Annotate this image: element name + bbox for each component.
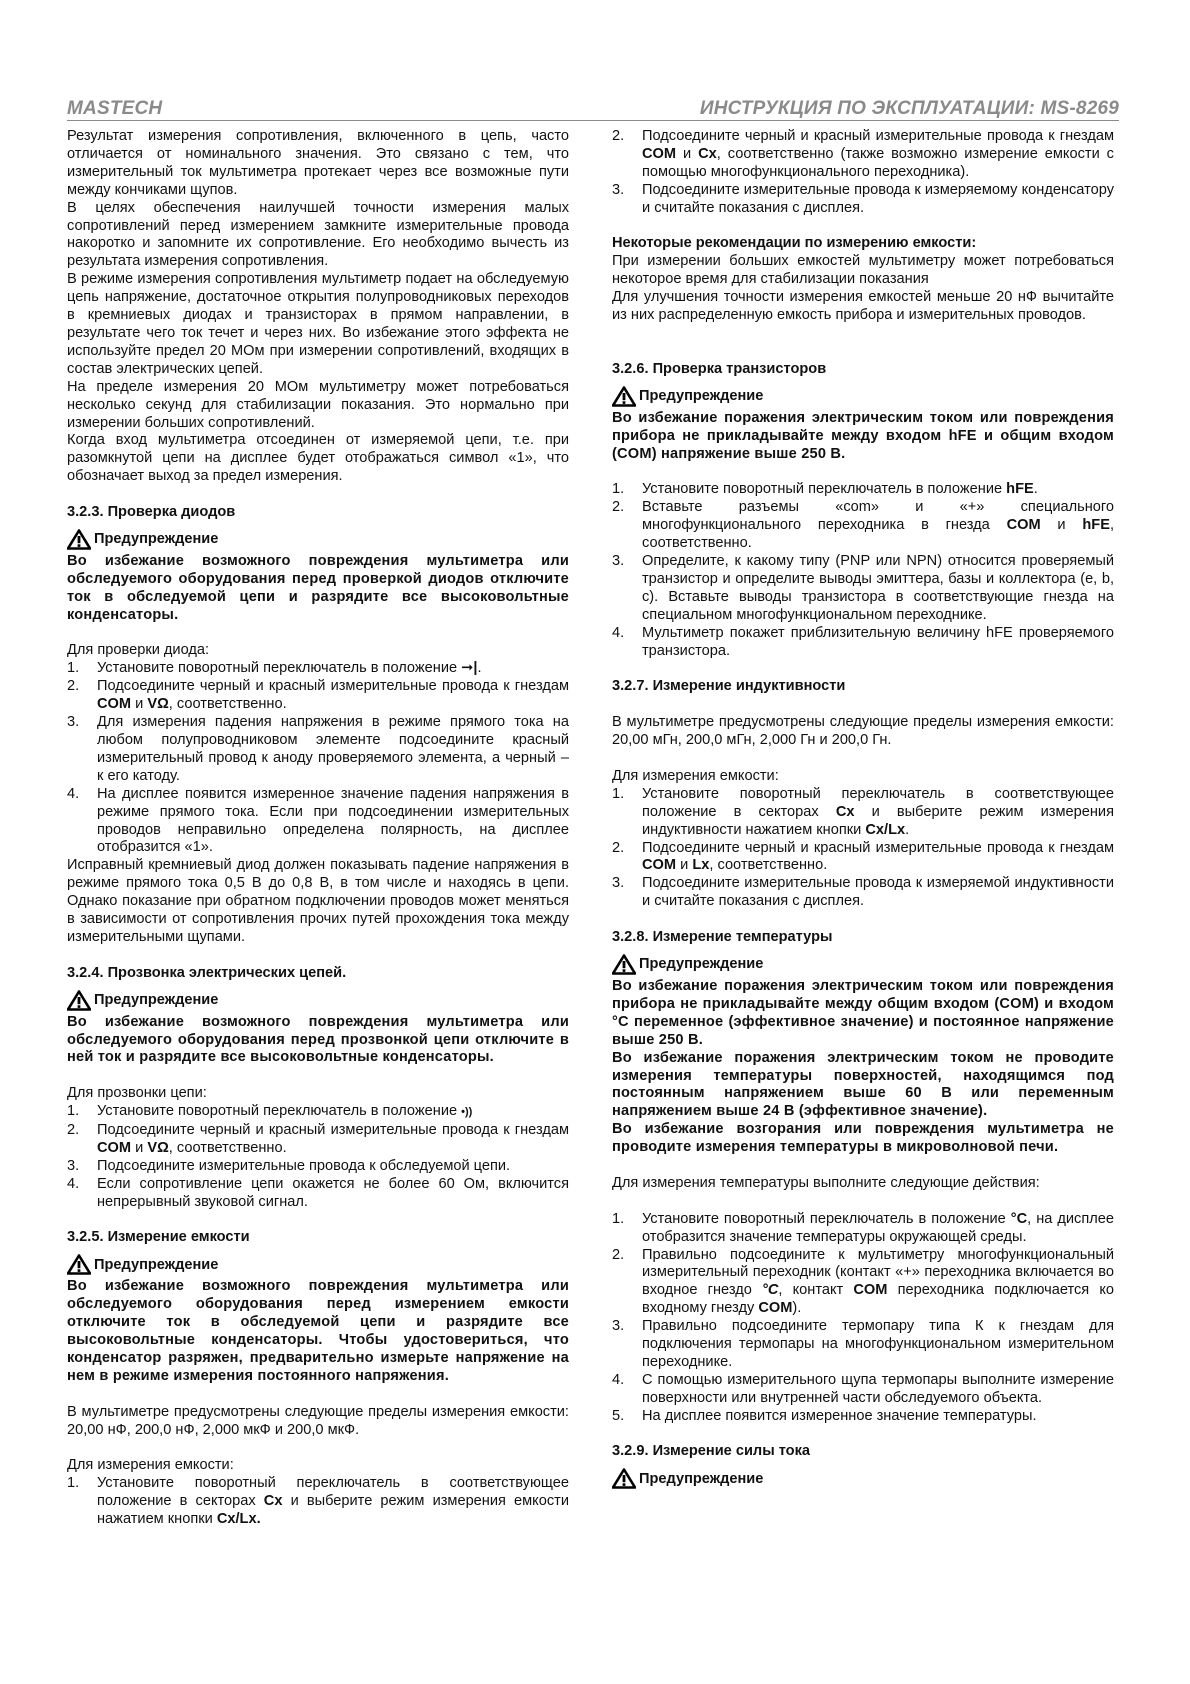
list-item: 3. Определите, к какому типу (PNP или NPN) относится проверяемый транзистор и определите выводы эмиттера, базы и коллектора (e, b, c). Вставьте выводы транзистора в соответствующие гнезда на специальном многофункциональном переходнике.	[612, 553, 1114, 623]
warning-icon	[67, 529, 91, 550]
paragraph: В мультиметре предусмотрены следующие пределы измерения емкости: 20,00 мГн, 200,0 мГн, 2,000 Гн и 200,0 Гн.	[612, 714, 1114, 749]
list-item: 3. Правильно подсоедините термопару типа К к гнездам для подключения термопары на многофункциональном измерительном переходнике.	[612, 1318, 1114, 1370]
list-lead: Для измерения емкости:	[67, 1457, 234, 1474]
warning-label: Предупреждение	[67, 1254, 569, 1275]
list-item: 1. Установите поворотный переключатель в положение •))	[67, 1103, 473, 1120]
warning-icon	[67, 1254, 91, 1275]
section-heading-transistors: 3.2.6. Проверка транзисторов	[612, 360, 827, 377]
list-item: 4. Если сопротивление цепи окажется не более 60 Ом, включится непрерывный звуковой сигнал.	[67, 1175, 569, 1210]
section-heading-capacitance: 3.2.5. Измерение емкости	[67, 1229, 250, 1246]
paragraph: Когда вход мультиметра отсоединен от измеряемой цепи, т.е. при разомкнутой цепи на дисплее будет отображаться символ «1», что обозначает выход за предел измерения.	[67, 432, 569, 485]
steps-list	[67, 1103, 569, 1211]
warning-icon	[612, 386, 636, 407]
section-heading-temperature: 3.2.8. Измерение температуры	[612, 929, 833, 946]
steps-list	[67, 660, 569, 857]
page-header	[67, 98, 1119, 120]
paragraph: В мультиметре предусмотрены следующие пределы измерения емкости: 20,00 нФ, 200,0 нФ, 2,000 мкФ и 200,0 мкФ.	[67, 1403, 569, 1438]
recommendations-heading: Некоторые рекомендации по измерению емкости:	[612, 235, 977, 252]
list-item: 3. Для измерения падения напряжения в режиме прямого тока на любом полупроводниковом элементе подсоедините красный измерительный провод к аноду проверяемого элемента, а черный – к его катоду.	[67, 714, 569, 784]
list-item: 4. С помощью измерительного щупа термопары выполните измерение поверхности или внутренней части обследуемого объекта.	[612, 1371, 1114, 1406]
warning-label: Предупреждение	[612, 386, 1114, 407]
paragraph: Для улучшения точности измерения емкостей меньше 20 нФ вычитайте из них распределенную емкость прибора и измерительных проводов.	[612, 289, 1114, 324]
section-heading-current: 3.2.9. Измерение силы тока	[612, 1443, 811, 1460]
paragraph: В режиме измерения сопротивления мультиметр подает на обследуемую цепь напряжение, достаточное открытия полупроводниковых переходов в кремниевых диодах и транзисторах в прямом направлении, в результате чего ток течет и через них. Во избежание этого эффекта не используйте предел 20 МОм при измерении сопротивлений, входящих в состав электрических цепей.	[67, 271, 569, 377]
list-lead: Для прозвонки цепи:	[67, 1085, 207, 1102]
warning-text: Во избежание возможного повреждения мультиметра или обследуемого оборудования перед проверкой диодов отключите ток в обследуемой цепи и разрядите все высоковольтные конденсаторы.	[67, 552, 569, 623]
list-lead: Для измерения емкости:	[612, 767, 779, 784]
steps-list	[612, 786, 1114, 911]
diode-icon: ➞|	[461, 660, 478, 677]
steps-list	[612, 481, 1114, 660]
list-item: 3. Подсоедините измерительные провода к измеряемому конденсатору и считайте показания с дисплея.	[612, 181, 1114, 216]
list-item: 1. Установите поворотный переключатель в соответствующее положение в секторах Cx и выберите режим измерения емкости нажатием кнопки Cx/Lx.	[67, 1475, 569, 1528]
list-item: 4. Мультиметр покажет приблизительную величину hFE проверяемого транзистора.	[612, 624, 1114, 659]
list-item: 2. Подсоедините черный и красный измерительные провода к гнездам COM и VΩ, соответственно.	[67, 678, 569, 713]
steps-list	[612, 1211, 1114, 1426]
warning-text: Во избежание возможного повреждения мультиметра или обследуемого оборудования перед измерением емкости отключите ток в обследуемой цепи и разрядите все высоковольтные конденсаторы. Чтобы удостовериться, что конденсатор разряжен, предварительно измерьте напряжение на нем в режиме измерения постоянного напряжения.	[67, 1278, 569, 1384]
warning-label: Предупреждение	[67, 529, 569, 550]
list-item: 2. Вставьте разъемы «com» и «+» специального многофункционального переходника в гнезда COM и hFE, соответственно.	[612, 499, 1114, 552]
paragraph: В целях обеспечения наилучшей точности измерения малых сопротивлений перед измерением замкните измерительные провода накоротко и запомните их сопротивление. Его необходимо вычесть из результата измерения сопротивления.	[67, 199, 569, 270]
section-heading-diodes: 3.2.3. Проверка диодов	[67, 504, 236, 521]
list-item: 1. Установите поворотный переключатель в положение °C, на дисплее отобразится значение температуры окружающей среды.	[612, 1210, 1114, 1245]
warning-icon	[612, 1468, 636, 1489]
list-item: 1. Установите поворотный переключатель в положение hFE.	[612, 481, 1038, 498]
list-lead: Для измерения температуры выполните следующие действия:	[612, 1174, 1040, 1191]
list-item: 1. Установите поворотный переключатель в положение ➞|.	[67, 660, 482, 677]
paragraph: Исправный кремниевый диод должен показывать падение напряжения в режиме прямого тока 0,5 В до 0,8 В, в том числе и находясь в цепи. Однако показание при обратном подключении проводов может меняться в зависимости от сопротивления прочих путей прохождения тока между измерительными щупами.	[67, 857, 569, 945]
right-column	[612, 128, 1114, 1492]
buzzer-icon: •))	[461, 1106, 473, 1119]
paragraph: Результат измерения сопротивления, включенного в цепь, часто отличается от номинального значения. Это связано с тем, что измерительный ток мультиметра протекает через все возможные пути между кончиками щупов.	[67, 128, 569, 198]
left-column	[67, 128, 569, 1529]
brand-name: MASTECH	[67, 98, 163, 119]
warning-label: Предупреждение	[67, 990, 569, 1011]
list-item: 5. На дисплее появится измеренное значение температуры.	[612, 1407, 1037, 1424]
warning-text: Во избежание возгорания или повреждения мультиметра не проводите измерения температуры в микроволновой печи.	[612, 1121, 1114, 1156]
list-item: 1. Установите поворотный переключатель в соответствующее положение в секторах Cx и выберите режим измерения индуктивности нажатием кнопки Cx/Lx.	[612, 785, 1114, 838]
paragraph: На пределе измерения 20 МОм мультиметру может потребоваться несколько секунд для стабилизации показания. Это нормально при измерении больших сопротивлений.	[67, 378, 569, 431]
warning-label: Предупреждение	[612, 1468, 1114, 1489]
list-item: 3. Подсоедините измерительные провода к измеряемой индуктивности и считайте показания с дисплея.	[612, 875, 1114, 910]
list-item: 2. Правильно подсоедините к мультиметру многофункциональный измерительный переходник (контакт «+» переходника включается во входное гнездо °C, контакт COM переходника подключается ко входному гнезду COM).	[612, 1246, 1114, 1317]
list-lead: Для проверки диода:	[67, 642, 210, 659]
paragraph: При измерении больших емкостей мультиметру может потребоваться некоторое время для стабилизации показания	[612, 253, 1114, 288]
warning-icon	[67, 990, 91, 1011]
section-heading-inductance: 3.2.7. Измерение индуктивности	[612, 678, 846, 695]
warning-text: Во избежание поражения электрическим током или повреждения прибора не прикладывайте между общим входом (COM) и входом °C переменное (эффективное значение) и постоянное напряжение выше 250 В.	[612, 977, 1114, 1048]
list-item: 2. Подсоедините черный и красный измерительные провода к гнездам COM и Cx, соответственно (также возможно измерение емкости с помощью многофункционального переходника).	[612, 128, 1114, 180]
list-item: 3. Подсоедините измерительные провода к обследуемой цепи.	[67, 1157, 511, 1174]
warning-text: Во избежание поражения электрическим током не проводите измерения температуры поверхностей, находящимся под постоянным напряжением выше 60 В или переменным напряжением выше 24 В (эффективное значение).	[612, 1049, 1114, 1120]
list-item: 4. На дисплее появится измеренное значение падения напряжения в режиме прямого тока. Если при подсоединении измерительных проводов неправильно определена полярность, на дисплее отобразится «1».	[67, 785, 569, 856]
section-heading-continuity: 3.2.4. Прозвонка электрических цепей.	[67, 964, 347, 981]
steps-list	[67, 1475, 569, 1529]
list-item: 2. Подсоедините черный и красный измерительные провода к гнездам COM и Lx, соответственно.	[612, 839, 1114, 874]
warning-label: Предупреждение	[612, 954, 1114, 975]
warning-icon	[612, 954, 636, 975]
warning-text: Во избежание поражения электрическим током или повреждения прибора не прикладывайте между входом hFE и общим входом (COM) напряжение выше 250 В.	[612, 409, 1114, 462]
warning-text: Во избежание возможного повреждения мультиметра или обследуемого оборудования перед прозвонкой цепи отключите в ней ток и разрядите все высоковольтные конденсаторы.	[67, 1013, 569, 1066]
manual-title: ИНСТРУКЦИЯ ПО ЭКСПЛУАТАЦИИ: MS-8269	[699, 98, 1119, 119]
header-rule	[67, 120, 1119, 121]
list-item: 2. Подсоедините черный и красный измерительные провода к гнездам COM и VΩ, соответственно.	[67, 1122, 569, 1156]
steps-list	[612, 128, 1114, 218]
